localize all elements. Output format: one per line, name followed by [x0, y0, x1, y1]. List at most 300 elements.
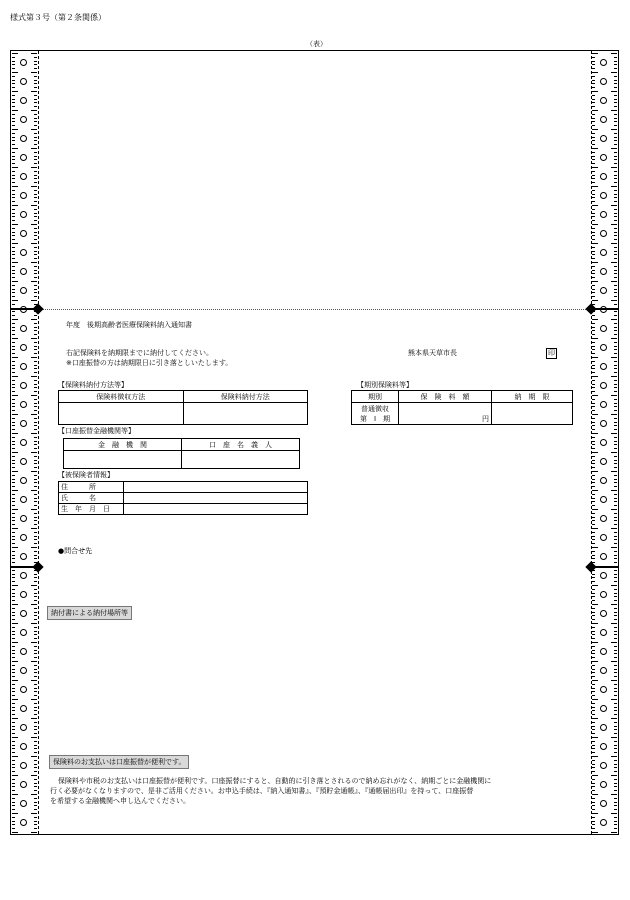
feed-tick: [592, 448, 595, 449]
feed-hole: [600, 610, 607, 617]
feed-tick: [12, 243, 18, 244]
feed-tick: [592, 596, 595, 597]
feed-tick: [12, 384, 15, 385]
feed-tick: [12, 805, 15, 806]
feed-tick: [34, 361, 37, 362]
feed-tick: [614, 251, 617, 252]
feed-tick: [614, 118, 617, 119]
feed-tick: [592, 471, 598, 472]
feed-tick: [12, 802, 15, 803]
feed-tick: [34, 327, 37, 328]
feed-tick: [592, 509, 598, 510]
feed-tick: [592, 634, 595, 635]
feed-tick: [12, 387, 15, 388]
feed-tick: [592, 821, 595, 822]
feed-tick: [614, 137, 617, 138]
feed-tick: [34, 178, 37, 179]
feed-tick: [592, 475, 595, 476]
right-perforation-line: [591, 51, 592, 834]
feed-tick: [592, 726, 595, 727]
feed-tick: [592, 729, 595, 730]
amount-header: 保 険 料 額: [399, 391, 492, 403]
feed-tick: [611, 338, 617, 339]
feed-tick: [614, 463, 617, 464]
feed-tick: [12, 323, 15, 324]
feed-tick: [12, 828, 15, 829]
feed-tick: [614, 805, 617, 806]
feed-tick: [34, 657, 37, 658]
feed-tick: [12, 771, 15, 772]
feed-tick: [592, 642, 598, 643]
feed-hole: [600, 686, 607, 693]
feed-tick: [12, 342, 15, 343]
feed-tick: [592, 771, 595, 772]
feed-hole: [600, 211, 607, 218]
feed-hole: [600, 553, 607, 560]
feed-tick: [12, 220, 15, 221]
feed-hole: [600, 154, 607, 161]
feed-tick: [34, 289, 37, 290]
feed-tick: [614, 83, 617, 84]
feed-tick: [34, 638, 37, 639]
feed-tick: [592, 99, 595, 100]
feed-tick: [592, 463, 595, 464]
feed-tick: [34, 475, 37, 476]
feed-tick: [34, 368, 37, 369]
feed-tick: [34, 125, 37, 126]
feed-tick: [592, 243, 598, 244]
feed-tick: [12, 121, 15, 122]
feed-hole: [20, 686, 27, 693]
feed-tick: [34, 828, 37, 829]
feed-tick: [34, 555, 37, 556]
feed-tick: [611, 300, 617, 301]
feed-tick: [34, 334, 37, 335]
feed-tick: [12, 273, 15, 274]
feed-tick: [614, 441, 617, 442]
feed-tick: [12, 509, 18, 510]
feed-hole: [20, 230, 27, 237]
feed-tick: [12, 558, 15, 559]
feed-tick: [12, 669, 15, 670]
feed-tick: [12, 175, 15, 176]
feed-tick: [592, 444, 595, 445]
feed-tick: [34, 216, 37, 217]
feed-tick: [592, 798, 595, 799]
feed-tick: [614, 771, 617, 772]
feed-hole: [600, 667, 607, 674]
feed-tick: [614, 760, 617, 761]
feed-hole: [20, 135, 27, 142]
feed-tick: [12, 779, 15, 780]
feed-tick: [12, 444, 15, 445]
feed-hole: [600, 800, 607, 807]
feed-tick: [12, 68, 15, 69]
feed-tick: [614, 323, 617, 324]
feed-tick: [611, 604, 617, 605]
insured-name-value: [124, 493, 308, 504]
right-feed-strip: [591, 51, 618, 834]
feed-tick: [12, 638, 15, 639]
feed-tick: [12, 498, 15, 499]
feed-tick: [592, 152, 595, 153]
feed-hole: [600, 458, 607, 465]
feed-hole: [600, 496, 607, 503]
feed-tick: [12, 764, 15, 765]
feed-tick: [34, 76, 37, 77]
feed-tick: [592, 357, 598, 358]
feed-tick: [614, 239, 617, 240]
feed-tick: [592, 197, 595, 198]
feed-tick: [34, 197, 37, 198]
feed-tick: [614, 691, 617, 692]
feed-tick: [12, 296, 15, 297]
feed-tick: [611, 832, 617, 833]
feed-tick: [611, 585, 617, 586]
feed-tick: [592, 125, 595, 126]
feed-tick: [592, 102, 595, 103]
feed-hole: [20, 781, 27, 788]
feed-tick: [592, 342, 595, 343]
feed-tick: [614, 684, 617, 685]
feed-tick: [592, 133, 595, 134]
feed-tick: [12, 722, 15, 723]
feed-hole: [20, 743, 27, 750]
feed-tick: [34, 323, 37, 324]
feed-tick: [592, 760, 595, 761]
feed-tick: [34, 384, 37, 385]
feed-tick: [614, 429, 617, 430]
feed-tick: [34, 213, 37, 214]
payment-method-cell: [183, 403, 308, 425]
feed-hole: [20, 363, 27, 370]
feed-hole: [20, 116, 27, 123]
feed-tick: [592, 228, 595, 229]
insured-birthdate-value: [124, 504, 308, 515]
feed-tick: [614, 539, 617, 540]
feed-tick: [592, 175, 595, 176]
feed-tick: [592, 707, 595, 708]
feed-tick: [31, 775, 37, 776]
feed-tick: [34, 672, 37, 673]
feed-tick: [614, 627, 617, 628]
feed-tick: [12, 395, 18, 396]
feed-tick: [12, 615, 15, 616]
insured-address-label: 住 所: [59, 482, 124, 493]
feed-tick: [31, 186, 37, 187]
feed-tick: [592, 110, 598, 111]
feed-tick: [592, 372, 595, 373]
feed-tick: [592, 714, 595, 715]
feed-tick: [614, 444, 617, 445]
feed-tick: [34, 61, 37, 62]
feed-tick: [31, 414, 37, 415]
feed-tick: [614, 159, 617, 160]
feed-hole: [20, 800, 27, 807]
feed-tick: [12, 239, 15, 240]
feed-tick: [614, 558, 617, 559]
feed-tick: [592, 349, 595, 350]
feed-tick: [614, 315, 617, 316]
feed-tick: [34, 729, 37, 730]
feed-tick: [34, 247, 37, 248]
feed-tick: [34, 391, 37, 392]
feed-tick: [34, 175, 37, 176]
feed-tick: [34, 144, 37, 145]
feed-tick: [12, 110, 18, 111]
feed-tick: [34, 380, 37, 381]
feed-tick: [12, 593, 15, 594]
feed-tick: [31, 395, 37, 396]
feed-tick: [12, 661, 18, 662]
feed-tick: [592, 148, 598, 149]
feed-tick: [592, 737, 598, 738]
feed-tick: [12, 653, 15, 654]
feed-tick: [592, 296, 595, 297]
feed-tick: [614, 710, 617, 711]
feed-tick: [592, 691, 595, 692]
feed-hole: [20, 477, 27, 484]
feed-tick: [614, 748, 617, 749]
feed-tick: [12, 190, 15, 191]
feed-tick: [34, 748, 37, 749]
feed-tick: [34, 444, 37, 445]
feed-tick: [592, 414, 598, 415]
feed-tick: [614, 494, 617, 495]
feed-tick: [12, 365, 15, 366]
feed-hole: [20, 268, 27, 275]
feed-tick: [12, 209, 15, 210]
feed-tick: [592, 395, 598, 396]
feed-tick: [592, 95, 595, 96]
feed-tick: [34, 190, 37, 191]
feed-tick: [31, 452, 37, 453]
feed-tick: [592, 171, 595, 172]
feed-tick: [34, 80, 37, 81]
feed-hole: [20, 724, 27, 731]
feed-hole: [20, 344, 27, 351]
feed-tick: [592, 547, 598, 548]
feed-tick: [12, 608, 15, 609]
feed-tick: [614, 368, 617, 369]
feed-tick: [12, 775, 18, 776]
feed-tick: [611, 243, 617, 244]
feed-tick: [614, 574, 617, 575]
feed-tick: [12, 83, 15, 84]
feed-tick: [31, 300, 37, 301]
feed-hole: [600, 192, 607, 199]
feed-tick: [614, 802, 617, 803]
feed-tick: [31, 547, 37, 548]
feed-tick: [614, 247, 617, 248]
feed-tick: [31, 471, 37, 472]
feed-tick: [34, 429, 37, 430]
feed-tick: [12, 494, 15, 495]
feed-hole: [600, 268, 607, 275]
feed-tick: [12, 699, 18, 700]
feed-tick: [592, 205, 598, 206]
feed-tick: [592, 361, 595, 362]
feed-tick: [614, 76, 617, 77]
feed-tick: [592, 262, 598, 263]
payment-method-table: [58, 390, 308, 425]
feed-tick: [592, 425, 595, 426]
feed-tick: [614, 733, 617, 734]
feed-tick: [12, 551, 15, 552]
feed-tick: [614, 501, 617, 502]
feed-tick: [31, 110, 37, 111]
feed-tick: [12, 254, 15, 255]
feed-tick: [592, 68, 595, 69]
feed-tick: [12, 482, 15, 483]
feed-tick: [614, 235, 617, 236]
feed-tick: [12, 353, 15, 354]
feed-tick: [592, 631, 595, 632]
feed-tick: [592, 178, 595, 179]
feed-tick: [12, 433, 18, 434]
feed-tick: [12, 790, 15, 791]
bank-institution-header: 金 融 機 関: [64, 439, 182, 451]
feed-tick: [592, 365, 595, 366]
feed-tick: [592, 118, 595, 119]
feed-tick: [12, 300, 18, 301]
feed-tick: [592, 346, 595, 347]
feed-tick: [34, 631, 37, 632]
feed-tick: [12, 604, 18, 605]
feed-tick: [614, 201, 617, 202]
feed-tick: [592, 433, 598, 434]
feed-tick: [12, 99, 15, 100]
feed-tick: [12, 479, 15, 480]
feed-hole: [600, 173, 607, 180]
feed-tick: [592, 520, 595, 521]
feed-tick: [12, 376, 18, 377]
feed-tick: [12, 471, 18, 472]
feed-hole: [20, 553, 27, 560]
feed-tick: [614, 577, 617, 578]
left-perforation-line: [38, 51, 39, 834]
feed-tick: [614, 589, 617, 590]
feed-hole: [20, 648, 27, 655]
feed-tick: [592, 83, 595, 84]
feed-tick: [34, 57, 37, 58]
feed-tick: [614, 619, 617, 620]
feed-tick: [12, 95, 15, 96]
feed-tick: [611, 376, 617, 377]
feed-tick: [12, 441, 15, 442]
feed-tick: [34, 425, 37, 426]
feed-tick: [611, 471, 617, 472]
feed-tick: [12, 528, 18, 529]
feed-tick: [12, 399, 15, 400]
feed-tick: [592, 809, 595, 810]
feed-tick: [614, 824, 617, 825]
feed-tick: [592, 790, 595, 791]
feed-tick: [592, 422, 595, 423]
feed-tick: [12, 216, 15, 217]
feed-tick: [12, 125, 15, 126]
feed-tick: [12, 448, 15, 449]
feed-tick: [614, 536, 617, 537]
feed-tick: [592, 247, 595, 248]
feed-tick: [12, 589, 15, 590]
payment-method-header: 保険料納付方法: [183, 391, 308, 403]
feed-tick: [592, 167, 598, 168]
feed-tick: [614, 68, 617, 69]
feed-tick: [592, 619, 595, 620]
feed-tick: [611, 661, 617, 662]
feed-tick: [592, 555, 595, 556]
feed-tick: [34, 764, 37, 765]
feed-tick: [592, 627, 595, 628]
feed-tick: [34, 403, 37, 404]
feed-tick: [34, 501, 37, 502]
feed-tick: [12, 91, 18, 92]
feed-tick: [34, 752, 37, 753]
feed-tick: [34, 201, 37, 202]
feed-tick: [12, 574, 15, 575]
feed-tick: [592, 285, 595, 286]
feed-tick: [592, 300, 598, 301]
feed-tick: [592, 57, 595, 58]
feed-tick: [614, 437, 617, 438]
feed-hole: [20, 819, 27, 826]
feed-hole: [600, 344, 607, 351]
feed-hole: [600, 724, 607, 731]
feed-tick: [12, 144, 15, 145]
feed-tick: [34, 441, 37, 442]
feed-tick: [12, 463, 15, 464]
feed-tick: [614, 156, 617, 157]
feed-hole: [600, 78, 607, 85]
feed-tick: [614, 562, 617, 563]
feed-tick: [592, 144, 595, 145]
feed-tick: [12, 501, 15, 502]
feed-tick: [34, 543, 37, 544]
feed-tick: [614, 505, 617, 506]
bank-heading: 【口座振替金融機関等】: [58, 427, 135, 435]
feed-tick: [614, 646, 617, 647]
feed-tick: [614, 608, 617, 609]
feed-tick: [592, 756, 598, 757]
feed-tick: [12, 756, 18, 757]
feed-tick: [12, 737, 18, 738]
feed-tick: [611, 357, 617, 358]
feed-tick: [12, 186, 18, 187]
feed-tick: [592, 159, 595, 160]
feed-tick: [592, 266, 595, 267]
feed-tick: [12, 642, 18, 643]
feed-tick: [31, 72, 37, 73]
feed-hole: [600, 572, 607, 579]
feed-tick: [614, 482, 617, 483]
feed-tick: [592, 327, 595, 328]
feed-tick: [12, 555, 15, 556]
feed-tick: [592, 710, 595, 711]
feed-tick: [12, 418, 15, 419]
feed-tick: [34, 798, 37, 799]
feed-hole: [20, 705, 27, 712]
feed-tick: [12, 631, 15, 632]
feed-tick: [611, 623, 617, 624]
feed-tick: [614, 672, 617, 673]
feed-tick: [614, 57, 617, 58]
feed-tick: [12, 410, 15, 411]
feed-tick: [34, 596, 37, 597]
feed-tick: [34, 266, 37, 267]
feed-tick: [12, 72, 18, 73]
feed-tick: [31, 490, 37, 491]
